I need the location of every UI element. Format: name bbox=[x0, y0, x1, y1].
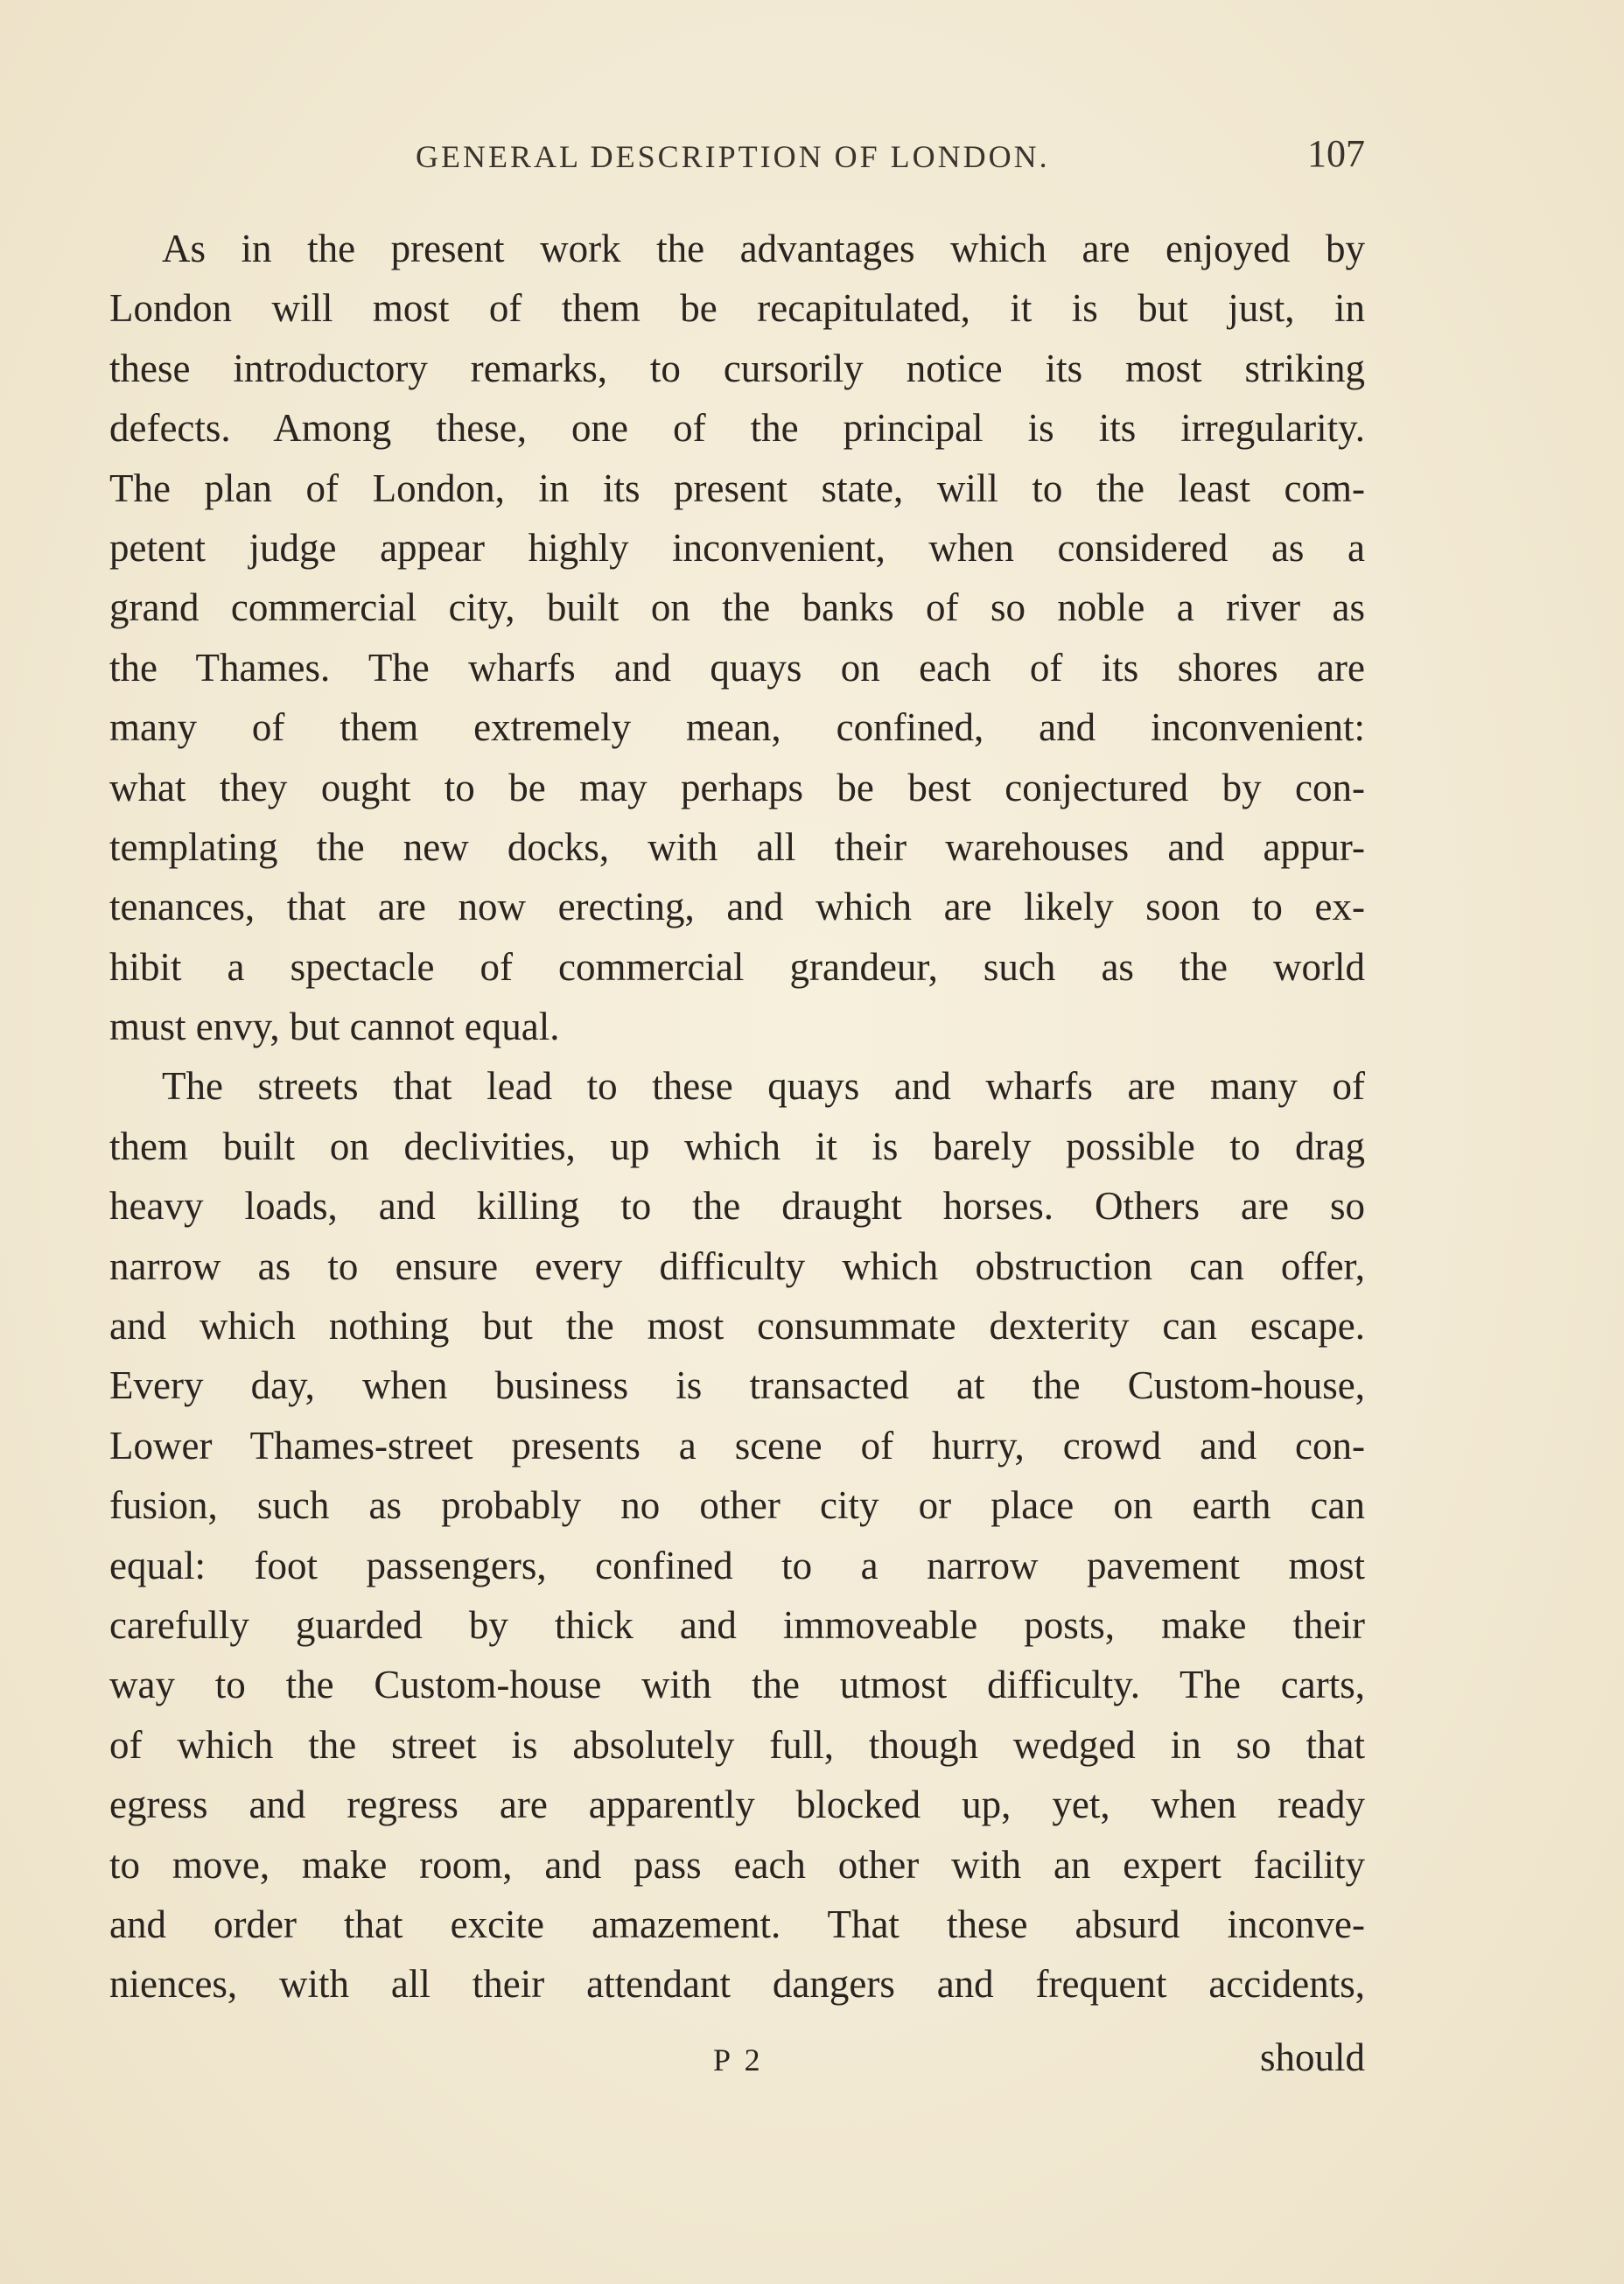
paragraph bbox=[109, 1056, 1365, 2014]
text-line: London will most of them be recapitulated, it is but just, in bbox=[109, 286, 1365, 331]
text-line: tenances, that are now erecting, and which are likely soon to ex- bbox=[109, 885, 1365, 929]
text-line: egress and regress are apparently blocked up, yet, when ready bbox=[109, 1783, 1365, 1827]
text-line: templating the new docks, with all their warehouses and appur- bbox=[109, 824, 1365, 869]
text-line: Every day, when business is transacted at the Custom-house, bbox=[109, 1363, 1365, 1408]
text-line: fusion, such as probably no other city or place on earth can bbox=[109, 1483, 1365, 1528]
page-number: 107 bbox=[1307, 132, 1365, 175]
text-line: petent judge appear highly inconvenient, when considered as a bbox=[109, 525, 1365, 570]
signature-mark: P 2 bbox=[713, 2042, 764, 2077]
text-line: to move, make room, and pass each other with an expert facility bbox=[109, 1842, 1365, 1887]
text-line: Lower Thames-street presents a scene of hurry, crowd and con- bbox=[109, 1423, 1365, 1468]
paragraph bbox=[109, 219, 1365, 1056]
text-line: and which nothing but the most consummate dexterity can escape. bbox=[109, 1304, 1365, 1349]
running-head-title: GENERAL DESCRIPTION OF LONDON. bbox=[416, 139, 1050, 174]
text-line: what they ought to be may perhaps be best conjectured by con- bbox=[109, 765, 1365, 809]
text-line: and order that excite amazement. That these absurd inconve- bbox=[109, 1902, 1365, 1946]
text-line: heavy loads, and killing to the draught horses. Others are so bbox=[109, 1184, 1365, 1229]
text-line: The plan of London, in its present state, will to the least com- bbox=[109, 466, 1365, 510]
text-line: way to the Custom-house with the utmost difficulty. The carts, bbox=[109, 1663, 1365, 1707]
text-line: niences, with all their attendant dangers and frequent accidents, bbox=[109, 1962, 1365, 2007]
text-line: them built on declivities, up which it is barely possible to drag bbox=[109, 1124, 1365, 1168]
text-line: of which the street is absolutely full, though wedged in so that bbox=[109, 1722, 1365, 1767]
text-line: The streets that lead to these quays and wharfs are many of bbox=[162, 1064, 1365, 1109]
text-line: equal: foot passengers, confined to a narrow pavement most bbox=[109, 1543, 1365, 1587]
text-line: these introductory remarks, to cursorily notice its most striking bbox=[109, 346, 1365, 390]
running-head bbox=[109, 131, 1365, 184]
text-line: As in the present work the advantages which are enjoyed by bbox=[162, 227, 1365, 270]
text-line: must envy, but cannot equal. bbox=[109, 1005, 560, 1049]
text-line: defects. Among these, one of the principal is its irregularity. bbox=[109, 406, 1365, 451]
text-line: narrow as to ensure every difficulty which obstruction can offer, bbox=[109, 1244, 1365, 1288]
page-footer bbox=[109, 2035, 1365, 2087]
text-line: carefully guarded by thick and immoveable posts, make their bbox=[109, 1602, 1365, 1647]
text-line: hibit a spectacle of commercial grandeur, such as the world bbox=[109, 944, 1365, 989]
text-line: the Thames. The wharfs and quays on each of its shores are bbox=[109, 645, 1365, 690]
catchword: should bbox=[1259, 2035, 1365, 2079]
body-text bbox=[109, 219, 1365, 2014]
text-line: grand commercial city, built on the banks of so noble a river as bbox=[109, 585, 1365, 630]
text-line: many of them extremely mean, confined, and inconvenient: bbox=[109, 705, 1365, 750]
